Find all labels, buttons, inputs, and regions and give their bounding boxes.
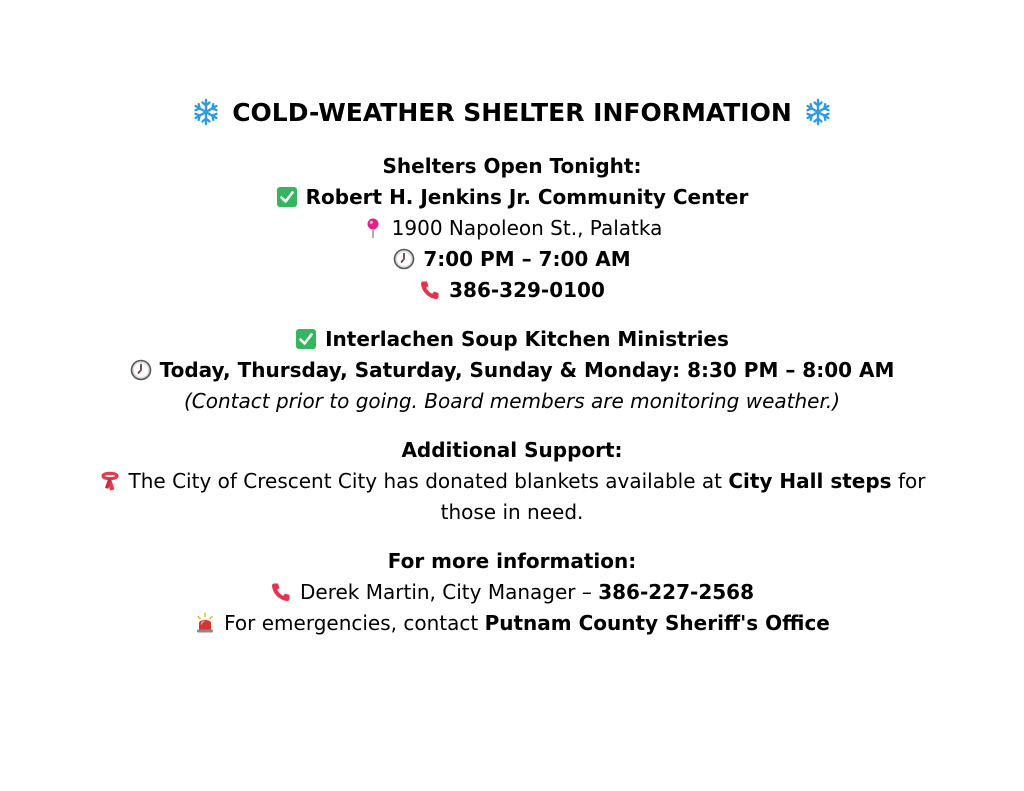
additional-support-text (60, 466, 964, 496)
more-info-heading: For more information: (387, 549, 637, 573)
shelters-heading: Shelters Open Tonight: (382, 154, 642, 178)
clock-icon (393, 248, 415, 270)
snowflake-icon (804, 98, 832, 126)
shelter-1-hours-line (60, 244, 964, 274)
shelter-1-phone: 386-329-0100 (449, 278, 605, 302)
telephone-icon (419, 279, 441, 301)
siren-icon (194, 612, 216, 634)
pushpin-icon (362, 217, 384, 239)
title-text: COLD-WEATHER SHELTER INFORMATION (232, 98, 792, 127)
shelter-1-address-line (60, 213, 964, 243)
clock-icon (130, 359, 152, 381)
additional-highlight: City Hall steps (728, 469, 892, 493)
additional-support-heading: Additional Support: (401, 438, 623, 462)
shelter-1-name: Robert H. Jenkins Jr. Community Center (305, 185, 749, 209)
contact-phone: 386-227-2568 (598, 580, 754, 604)
check-box-icon (295, 328, 317, 350)
additional-support-text-line2: those in need. (440, 500, 584, 524)
telephone-icon (270, 581, 292, 603)
page-title (60, 95, 964, 131)
shelter-1-name-line (60, 182, 964, 212)
emergency-org: Putnam County Sheriff's Office (484, 611, 830, 635)
contact-line (60, 577, 964, 607)
shelter-1-hours: 7:00 PM – 7:00 AM (423, 247, 631, 271)
shelter-1-phone-line (60, 275, 964, 305)
scarf-icon (99, 470, 121, 492)
shelter-2-hours: Today, Thursday, Saturday, Sunday & Monday: 8:30 PM – 8:00 AM (159, 358, 895, 382)
emergency-line (60, 608, 964, 638)
shelter-2-name: Interlachen Soup Kitchen Ministries (325, 327, 729, 351)
check-box-icon (276, 186, 298, 208)
contact-text: Derek Martin, City Manager – (300, 580, 599, 604)
emergency-text: For emergencies, contact (224, 611, 485, 635)
shelter-2-hours-line (60, 355, 964, 385)
shelter-2-name-line (60, 324, 964, 354)
additional-text-end: for (891, 469, 926, 493)
additional-text-start: The City of Crescent City has donated blankets available at (128, 469, 729, 493)
snowflake-icon (192, 98, 220, 126)
shelter-2-note: (Contact prior to going. Board members are monitoring weather.) (184, 389, 840, 413)
shelter-1-address: 1900 Napoleon St., Palatka (391, 216, 663, 240)
